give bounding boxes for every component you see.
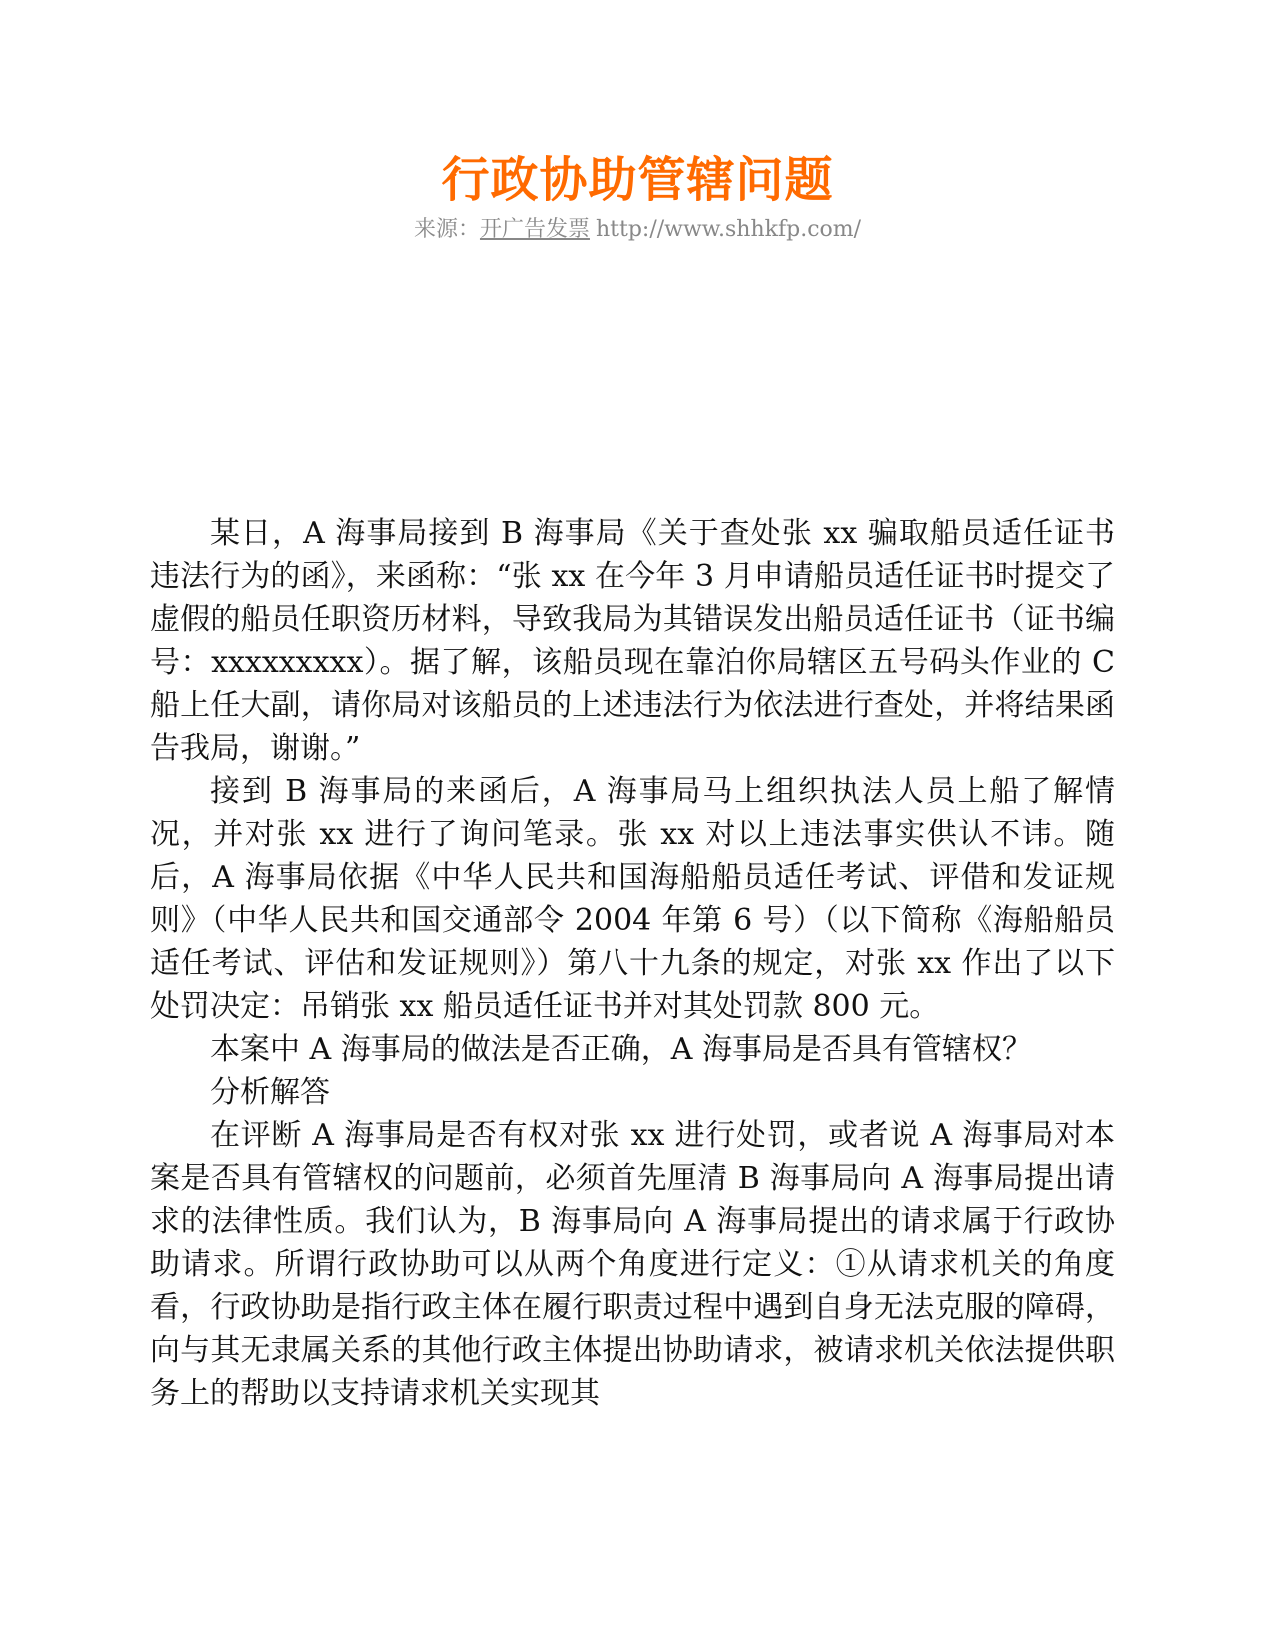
section-heading: 分析解答: [210, 1075, 330, 1110]
document-body: [150, 512, 1115, 1415]
paragraph: 本案中 A 海事局的做法是否正确，A 海事局是否具有管辖权？: [210, 1032, 1032, 1067]
paragraph: 某日，A 海事局接到 B 海事局《关于查处张 xx 骗取船员适任证书违法行为的函》，来函称：“张 xx 在今年 3 月申请船员适任证书时提交了虚假的船员任职资历材料，导致我局为其错误发出船员适任证书（证书编号：xxxxxxxxx）。据了解，该船员现在靠泊你局辖区五号码头作业的 C 船上任大副，请你局对该船员的上述违法行为依法进行查处，并将结果函告我局，谢谢。”: [150, 516, 1115, 766]
source-line: [0, 214, 1275, 246]
paragraph: 在评断 A 海事局是否有权对张 xx 进行处罚，或者说 A 海事局对本案是否具有管辖权的问题前，必须首先厘清 B 海事局向 A 海事局提出请求的法律性质。我们认为，B 海事局向 A 海事局提出的请求属于行政协助请求。所谓行政协助可以从两个角度进行定义：①从请求机关的角度看，行政协助是指行政主体在履行职责过程中遇到自身无法克服的障碍，向与其无隶属关系的其他行政主体提出协助请求，被请求机关依法提供职务上的帮助以支持请求机关实现其: [150, 1118, 1115, 1411]
paragraph: 接到 B 海事局的来函后，A 海事局马上组织执法人员上船了解情况，并对张 xx 进行了询问笔录。张 xx 对以上违法事实供认不讳。随后，A 海事局依据《中华人民共和国海船船员适任考试、评借和发证规则》（中华人民共和国交通部令 2004 年第 6 号）（以下简称《海船船员适任考试、评估和发证规则》）第八十九条的规定，对张 xx 作出了以下处罚决定：吊销张 xx 船员适任证书并对其处罚款 800 元。: [150, 774, 1115, 1024]
document-title: 行政协助管辖问题: [441, 152, 834, 208]
source-label: 来源：: [413, 217, 480, 242]
source-url: http://www.shhkfp.com/: [595, 217, 862, 242]
source-link[interactable]: 开广告发票: [479, 217, 590, 242]
